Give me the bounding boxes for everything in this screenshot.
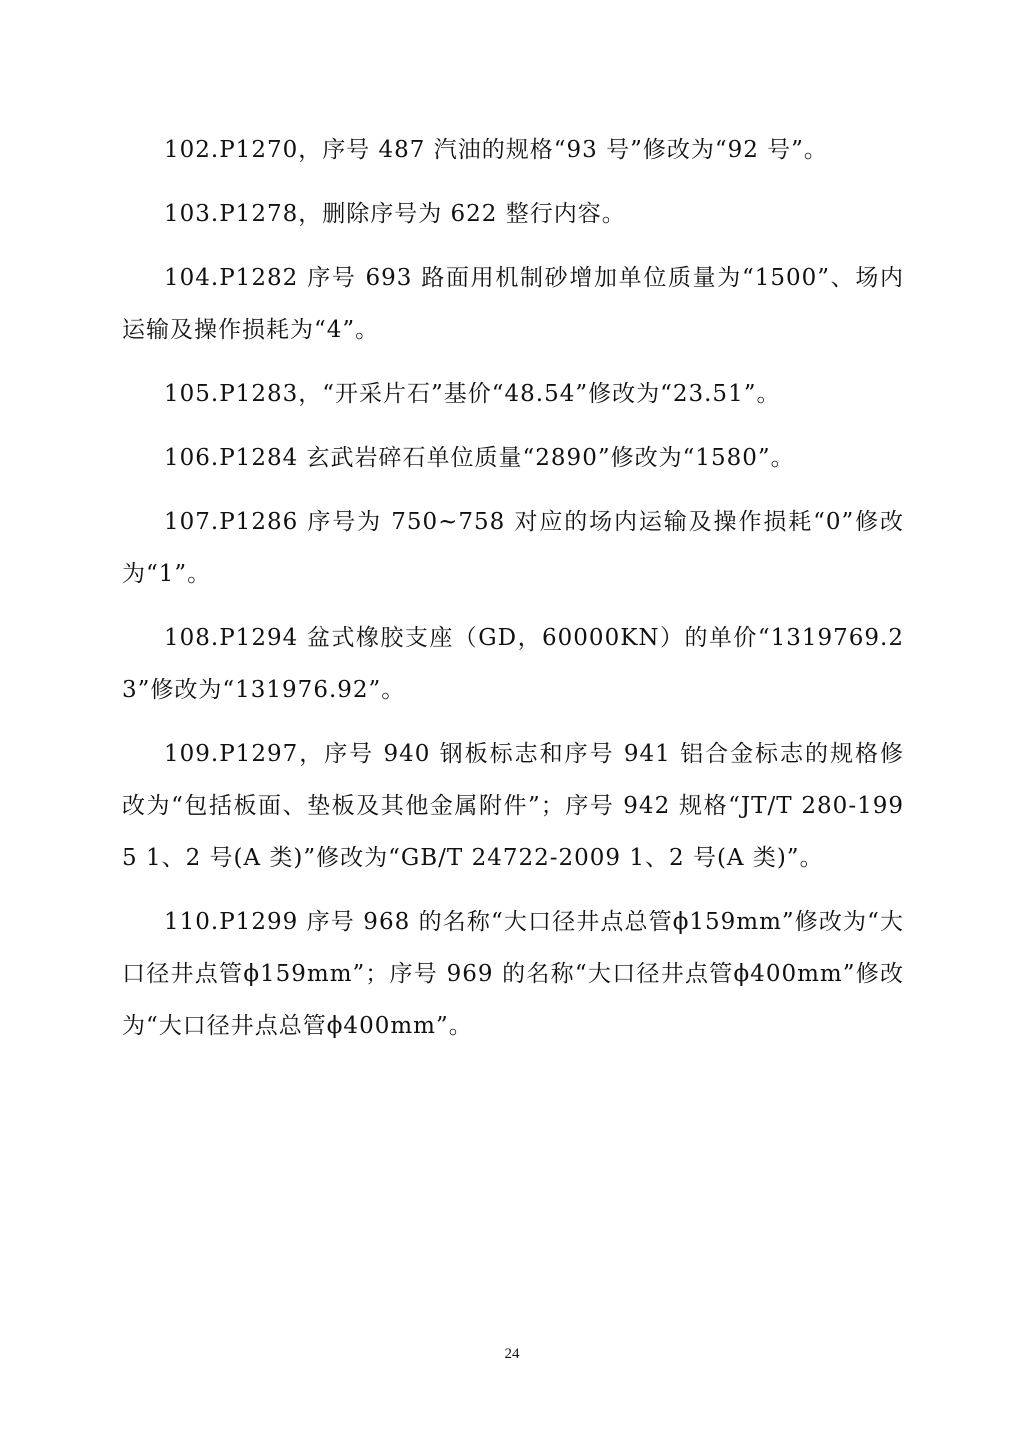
- paragraph-103: 103.P1278，删除序号为 622 整行内容。: [164, 201, 626, 227]
- paragraph-102: 102.P1270，序号 487 汽油的规格“93 号”修改为“92 号”。: [164, 137, 828, 163]
- paragraph-110: 110.P1299 序号 968 的名称“大口径井点总管ϕ159mm”修改为“大口径井点管ϕ159mm”；序号 969 的名称“大口径井点管ϕ400mm”修改为“大口径井点总管ϕ400mm”。: [122, 909, 904, 1039]
- page-number: 24: [504, 1346, 520, 1362]
- paragraph-105: 105.P1283，“开采片石”基价“48.54”修改为“23.51”。: [164, 381, 781, 407]
- paragraph-106: 106.P1284 玄武岩碎石单位质量“2890”修改为“1580”。: [164, 445, 795, 471]
- paragraph-107: 107.P1286 序号为 750~758 对应的场内运输及操作损耗“0”修改为“1”。: [122, 509, 904, 587]
- paragraph-108: 108.P1294 盆式橡胶支座（GD，60000KN）的单价“1319769.23”修改为“131976.92”。: [122, 625, 904, 703]
- paragraph-109: 109.P1297，序号 940 钢板标志和序号 941 铝合金标志的规格修改为“包括板面、垫板及其他金属附件”；序号 942 规格“JT/T 280-1995 1、2 号(A 类)”修改为“GB/T 24722-2009 1、2 号(A 类)”。: [122, 741, 904, 871]
- document-body: [122, 124, 904, 1064]
- paragraph-104: 104.P1282 序号 693 路面用机制砂增加单位质量为“1500”、场内运输及操作损耗为“4”。: [122, 265, 904, 343]
